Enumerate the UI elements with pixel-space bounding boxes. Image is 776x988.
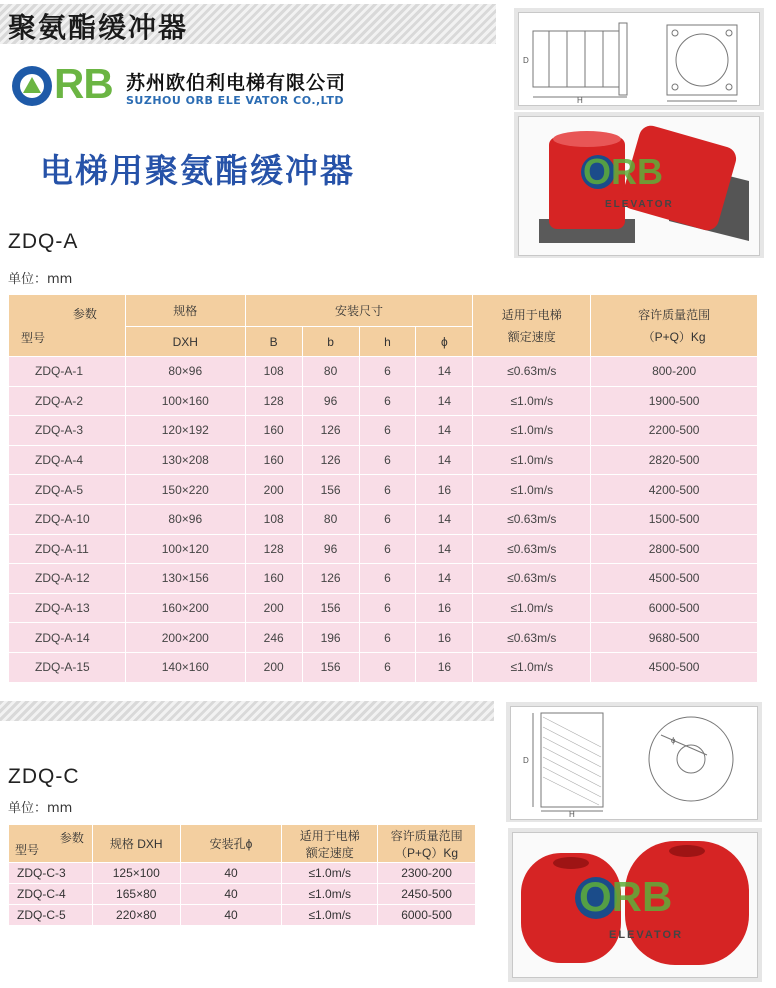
- table-cell: 16: [416, 593, 473, 623]
- col-b-lower: b: [302, 327, 359, 357]
- table-cell: 14: [416, 386, 473, 416]
- col-hole-c: 安装孔ϕ: [180, 825, 282, 863]
- spec-table-c: [8, 824, 476, 926]
- corner-param-c: 参数: [59, 831, 84, 845]
- table-row: [9, 652, 758, 682]
- table-cell: 6: [359, 504, 416, 534]
- table-cell: 6: [359, 623, 416, 653]
- company-name-en: SUZHOU ORB ELE VATOR CO.,LTD: [126, 94, 344, 107]
- col-speed-c-line2: 额定速度: [305, 845, 354, 860]
- table-cell: 800-200: [591, 357, 758, 387]
- table-cell: 40: [180, 905, 282, 926]
- table-row: [9, 386, 758, 416]
- table-cell: 14: [416, 445, 473, 475]
- technical-drawing-c: [510, 706, 758, 820]
- table-row: [9, 905, 476, 926]
- table-cell: ZDQ-A-2: [9, 386, 126, 416]
- table-cell: 160: [245, 416, 302, 446]
- table-cell: 80: [302, 504, 359, 534]
- table-cell: 108: [245, 504, 302, 534]
- table-cell: 2800-500: [591, 534, 758, 564]
- table-cell: 1900-500: [591, 386, 758, 416]
- table-cell: 2200-500: [591, 416, 758, 446]
- buffer-top: [553, 131, 621, 147]
- table-cell: 14: [416, 534, 473, 564]
- logo-mark: [23, 77, 41, 93]
- product-photo-a: [518, 116, 760, 256]
- table-cell: 126: [302, 564, 359, 594]
- table-cell: ≤0.63m/s: [473, 357, 591, 387]
- section-divider: [0, 701, 494, 721]
- table-cell: ZDQ-C-3: [9, 863, 93, 884]
- table-cell: ≤1.0m/s: [473, 593, 591, 623]
- product-photo-c: [512, 832, 758, 978]
- table-row: [9, 416, 758, 446]
- col-speed-line2: 额定速度: [507, 329, 556, 344]
- table-cell: ZDQ-A-14: [9, 623, 126, 653]
- table-cell: 246: [245, 623, 302, 653]
- table-cell: 14: [416, 564, 473, 594]
- drawing-c-panel: [506, 702, 762, 822]
- company-name-cn: 苏州欧伯利电梯有限公司: [126, 72, 347, 94]
- photo-a-panel: [514, 112, 764, 258]
- table-cell: ≤1.0m/s: [473, 475, 591, 505]
- table-cell: 126: [302, 445, 359, 475]
- table-cell: 80×96: [125, 357, 245, 387]
- table-cell: ZDQ-A-13: [9, 593, 126, 623]
- table-cell: 14: [416, 416, 473, 446]
- table-cell: 6000-500: [378, 905, 476, 926]
- model-a-title: ZDQ-A: [8, 230, 79, 253]
- table-cell: 200×200: [125, 623, 245, 653]
- table-cell: 6: [359, 534, 416, 564]
- drawing-a-svg: [519, 13, 759, 105]
- table-cell: 2820-500: [591, 445, 758, 475]
- table-cell: 108: [245, 357, 302, 387]
- photo-c-panel: [508, 828, 762, 982]
- drawing-a-panel: [514, 8, 764, 110]
- table-cell: 4200-500: [591, 475, 758, 505]
- buffer-c2-hole: [669, 845, 705, 857]
- table-cell: 100×160: [125, 386, 245, 416]
- col-mass: [591, 295, 758, 357]
- table-cell: ≤1.0m/s: [282, 863, 378, 884]
- table-cell: ZDQ-C-4: [9, 884, 93, 905]
- table-cell: 140×160: [125, 652, 245, 682]
- col-dxh: DXH: [125, 327, 245, 357]
- table-cell: 4500-500: [591, 564, 758, 594]
- table-cell: ≤0.63m/s: [473, 534, 591, 564]
- table-row: [9, 564, 758, 594]
- table-row: [9, 445, 758, 475]
- table-cell: 4500-500: [591, 652, 758, 682]
- table-cell: 96: [302, 534, 359, 564]
- table-cell: ZDQ-A-4: [9, 445, 126, 475]
- table-cell: 156: [302, 475, 359, 505]
- corner-header: [9, 295, 126, 357]
- col-speed: [473, 295, 591, 357]
- table-row: [9, 863, 476, 884]
- table-row: [9, 475, 758, 505]
- col-phi: ϕ: [416, 327, 473, 357]
- table-cell: ZDQ-A-15: [9, 652, 126, 682]
- table-row: [9, 357, 758, 387]
- table-cell: 156: [302, 593, 359, 623]
- table-cell: ≤1.0m/s: [473, 445, 591, 475]
- col-mass-line1: 容许质量范围: [638, 307, 711, 322]
- table-cell: 16: [416, 652, 473, 682]
- table-cell: ≤1.0m/s: [473, 416, 591, 446]
- table-cell: 165×80: [92, 884, 180, 905]
- table-cell: ZDQ-A-11: [9, 534, 126, 564]
- table-cell: 9680-500: [591, 623, 758, 653]
- table-cell: 16: [416, 475, 473, 505]
- table-cell: ≤0.63m/s: [473, 623, 591, 653]
- table-cell: 125×100: [92, 863, 180, 884]
- table-cell: 130×208: [125, 445, 245, 475]
- table-cell: 160×200: [125, 593, 245, 623]
- page-title: 聚氨酯缓冲器: [8, 11, 189, 44]
- col-mass-c: [378, 825, 476, 863]
- col-speed-c-line1: 适用于电梯: [299, 828, 360, 843]
- drawing-c-svg: [511, 707, 757, 819]
- col-speed-line1: 适用于电梯: [501, 307, 562, 322]
- table-cell: 6000-500: [591, 593, 758, 623]
- label-c-d: D: [523, 756, 529, 765]
- table-cell: ZDQ-A-10: [9, 504, 126, 534]
- watermark-text-c: ORB: [579, 873, 673, 920]
- table-cell: 2450-500: [378, 884, 476, 905]
- table-cell: 156: [302, 652, 359, 682]
- table-cell: 160: [245, 564, 302, 594]
- table-cell: ZDQ-A-12: [9, 564, 126, 594]
- table-cell: 160: [245, 445, 302, 475]
- corner-param: 参数: [72, 307, 97, 321]
- table-cell: ≤1.0m/s: [282, 905, 378, 926]
- table-cell: ZDQ-A-5: [9, 475, 126, 505]
- buffer-c1-hole: [553, 857, 589, 869]
- corner-header-c: [9, 825, 93, 863]
- watermark-sub: ELEVATOR: [605, 199, 674, 210]
- table-cell: ≤0.63m/s: [473, 564, 591, 594]
- table-row: [9, 534, 758, 564]
- corner-model-c: 型号: [15, 843, 40, 857]
- col-install: 安装尺寸: [245, 295, 473, 327]
- table-cell: 6: [359, 652, 416, 682]
- label-d: D: [523, 56, 529, 65]
- table-cell: 220×80: [92, 905, 180, 926]
- corner-model: 型号: [21, 331, 46, 345]
- table-cell: 120×192: [125, 416, 245, 446]
- label-h: H: [577, 96, 583, 105]
- col-b-upper: B: [245, 327, 302, 357]
- table-row: [9, 593, 758, 623]
- logo-text: RB: [54, 60, 113, 107]
- table-cell: 150×220: [125, 475, 245, 505]
- col-mass-line2: （P+Q）Kg: [642, 329, 706, 344]
- table-cell: 6: [359, 386, 416, 416]
- col-spec-c: 规格 DXH: [92, 825, 180, 863]
- col-h: h: [359, 327, 416, 357]
- table-row: [9, 504, 758, 534]
- table-cell: ≤1.0m/s: [473, 386, 591, 416]
- table-cell: ZDQ-A-3: [9, 416, 126, 446]
- table-cell: 14: [416, 504, 473, 534]
- table-cell: 6: [359, 475, 416, 505]
- table-cell: 80: [302, 357, 359, 387]
- table-cell: ZDQ-C-5: [9, 905, 93, 926]
- table-cell: ≤1.0m/s: [282, 884, 378, 905]
- table-cell: 96: [302, 386, 359, 416]
- watermark-text: ORB: [583, 151, 663, 192]
- table-cell: 128: [245, 534, 302, 564]
- table-cell: 196: [302, 623, 359, 653]
- table-cell: 200: [245, 475, 302, 505]
- table-cell: 40: [180, 884, 282, 905]
- table-cell: 2300-200: [378, 863, 476, 884]
- label-c-h: H: [569, 810, 575, 819]
- col-spec: 规格: [125, 295, 245, 327]
- table-cell: 200: [245, 652, 302, 682]
- table-cell: ≤0.63m/s: [473, 504, 591, 534]
- table-cell: ZDQ-A-1: [9, 357, 126, 387]
- table-cell: 6: [359, 357, 416, 387]
- table-cell: 6: [359, 416, 416, 446]
- table-cell: 80×96: [125, 504, 245, 534]
- table-cell: 100×120: [125, 534, 245, 564]
- watermark-sub-c: ELEVATOR: [609, 929, 684, 941]
- table-cell: 14: [416, 357, 473, 387]
- unit-c: 单位：mm: [8, 801, 73, 816]
- table-cell: 130×156: [125, 564, 245, 594]
- table-cell: 40: [180, 863, 282, 884]
- table-cell: 16: [416, 623, 473, 653]
- product-subtitle: 电梯用聚氨酯缓冲器: [40, 151, 355, 190]
- unit-a: 单位：mm: [8, 272, 73, 287]
- table-row: [9, 884, 476, 905]
- col-speed-c: [282, 825, 378, 863]
- table-cell: 6: [359, 593, 416, 623]
- table-cell: 6: [359, 445, 416, 475]
- technical-drawing-a: [518, 12, 760, 106]
- table-cell: 6: [359, 564, 416, 594]
- col-mass-c-line2: （P+Q）Kg: [395, 845, 459, 860]
- label-c-phi: ϕ: [671, 736, 676, 745]
- table-row: [9, 623, 758, 653]
- table-cell: 1500-500: [591, 504, 758, 534]
- table-cell: 200: [245, 593, 302, 623]
- model-c-title: ZDQ-C: [8, 765, 80, 788]
- spec-table-a: [8, 294, 758, 683]
- table-cell: 126: [302, 416, 359, 446]
- table-cell: 128: [245, 386, 302, 416]
- table-cell: ≤1.0m/s: [473, 652, 591, 682]
- col-mass-c-line1: 容许质量范围: [390, 828, 463, 843]
